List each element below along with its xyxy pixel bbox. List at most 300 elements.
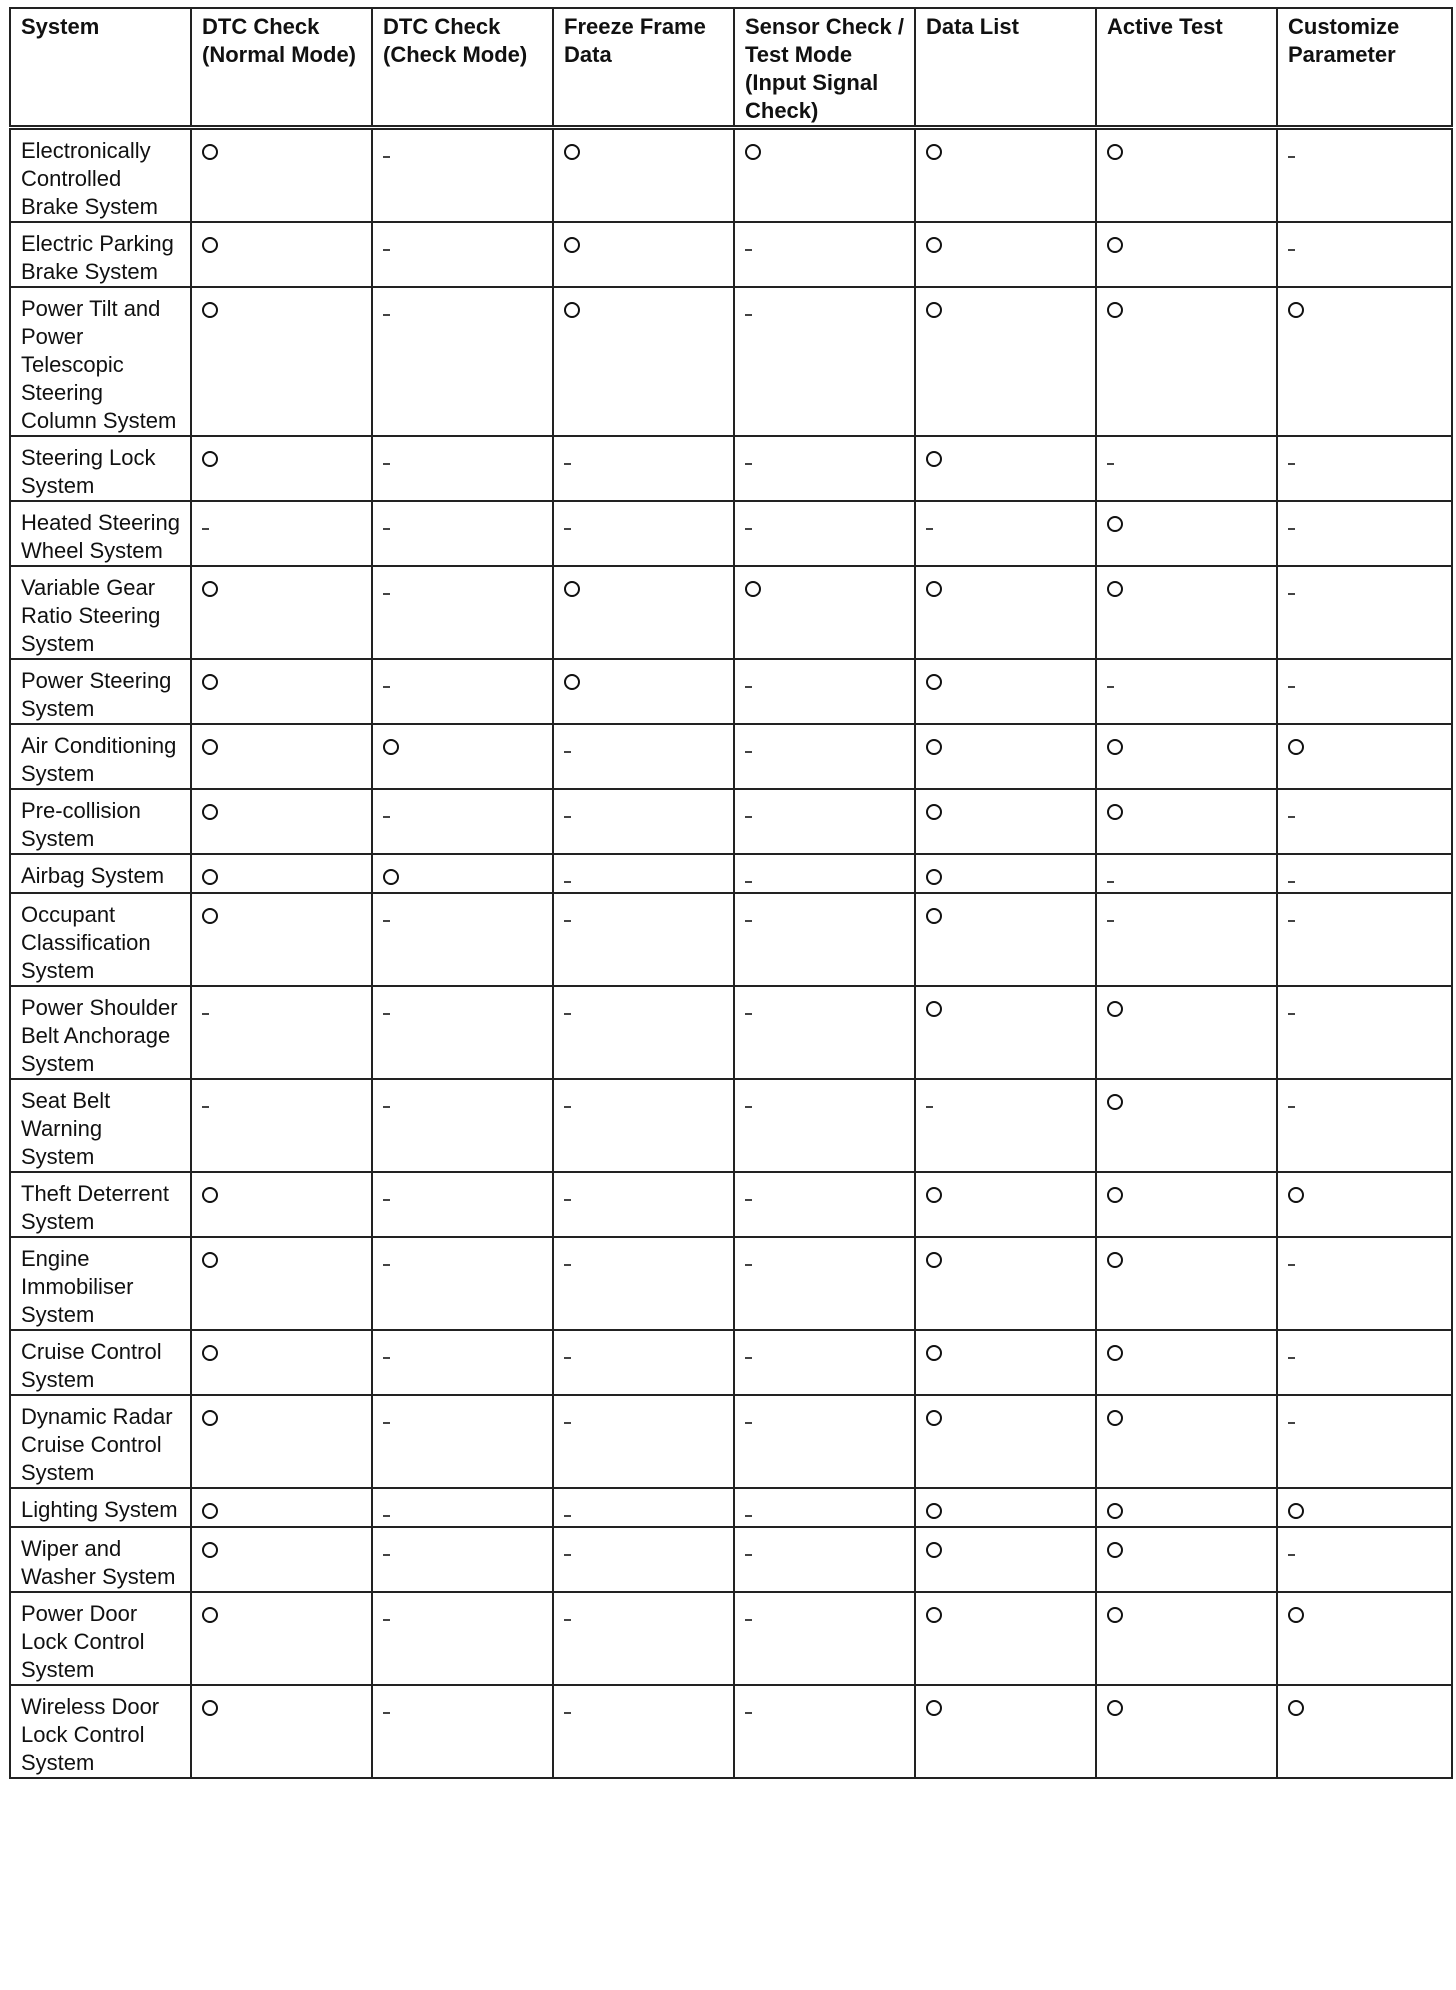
not-supported-dash-icon (1288, 1013, 1295, 1015)
function-cell (915, 659, 1096, 724)
not-supported-dash-icon (383, 920, 390, 922)
supported-circle-icon (1288, 1187, 1304, 1203)
supported-circle-icon (1107, 1503, 1123, 1519)
function-cell (553, 724, 734, 789)
function-cell (191, 789, 372, 854)
not-supported-dash-icon (564, 1357, 571, 1359)
not-supported-dash-icon (1288, 686, 1295, 688)
supported-circle-icon (202, 1607, 218, 1623)
system-name-cell: Wireless Door Lock Control System (10, 1685, 191, 1778)
function-cell (1277, 501, 1452, 566)
not-supported-dash-icon (926, 528, 933, 530)
function-cell (734, 1330, 915, 1395)
table-row (10, 659, 1452, 724)
function-cell (915, 1592, 1096, 1685)
function-cell (1096, 893, 1277, 986)
table-row (10, 436, 1452, 501)
column-header-1: DTC Check (Normal Mode) (191, 8, 372, 128)
not-supported-dash-icon (1288, 1422, 1295, 1424)
not-supported-dash-icon (745, 249, 752, 251)
function-cell (372, 222, 553, 287)
not-supported-dash-icon (745, 816, 752, 818)
function-cell (915, 724, 1096, 789)
function-cell (553, 1330, 734, 1395)
function-cell (372, 1395, 553, 1488)
function-cell (553, 893, 734, 986)
supported-circle-icon (564, 144, 580, 160)
function-cell (1096, 1172, 1277, 1237)
function-cell (1277, 566, 1452, 659)
not-supported-dash-icon (1288, 463, 1295, 465)
function-cell (1096, 986, 1277, 1079)
not-supported-dash-icon (564, 1013, 571, 1015)
table-row (10, 1527, 1452, 1592)
column-header-7: Customize Parameter (1277, 8, 1452, 128)
supported-circle-icon (926, 1410, 942, 1426)
function-cell (915, 1079, 1096, 1172)
not-supported-dash-icon (383, 249, 390, 251)
not-supported-dash-icon (383, 1554, 390, 1556)
supported-circle-icon (202, 908, 218, 924)
supported-circle-icon (202, 804, 218, 820)
function-cell (553, 1527, 734, 1592)
function-cell (1096, 659, 1277, 724)
supported-circle-icon (564, 302, 580, 318)
function-cell (553, 854, 734, 893)
system-name-cell: Pre-collision System (10, 789, 191, 854)
function-cell (372, 287, 553, 436)
function-cell (915, 566, 1096, 659)
table-row (10, 1172, 1452, 1237)
function-cell (1096, 724, 1277, 789)
function-cell (191, 222, 372, 287)
function-cell (734, 986, 915, 1079)
not-supported-dash-icon (745, 1199, 752, 1201)
function-cell (1096, 854, 1277, 893)
function-cell (734, 1488, 915, 1527)
function-cell (191, 1395, 372, 1488)
function-cell (372, 854, 553, 893)
function-cell (915, 501, 1096, 566)
function-cell (553, 222, 734, 287)
supported-circle-icon (1107, 1345, 1123, 1361)
not-supported-dash-icon (745, 1264, 752, 1266)
supported-circle-icon (926, 869, 942, 885)
supported-circle-icon (926, 739, 942, 755)
supported-circle-icon (202, 1542, 218, 1558)
supported-circle-icon (1107, 1252, 1123, 1268)
function-cell (1277, 1685, 1452, 1778)
function-cell (1096, 1079, 1277, 1172)
function-cell (915, 1527, 1096, 1592)
table-row (10, 287, 1452, 436)
supported-circle-icon (202, 1187, 218, 1203)
function-cell (915, 789, 1096, 854)
function-cell (734, 1592, 915, 1685)
function-cell (1277, 1330, 1452, 1395)
supported-circle-icon (1288, 739, 1304, 755)
function-cell (1096, 1488, 1277, 1527)
function-cell (915, 854, 1096, 893)
system-name-cell: Lighting System (10, 1488, 191, 1527)
supported-circle-icon (383, 739, 399, 755)
supported-circle-icon (1107, 1410, 1123, 1426)
supported-circle-icon (564, 674, 580, 690)
table-row (10, 986, 1452, 1079)
system-name-cell: Air Conditioning System (10, 724, 191, 789)
system-name-cell: Power Tilt and Power Telescopic Steering Column System (10, 287, 191, 436)
table-row (10, 854, 1452, 893)
function-cell (372, 436, 553, 501)
supported-circle-icon (1107, 302, 1123, 318)
table-row (10, 566, 1452, 659)
supported-circle-icon (926, 1252, 942, 1268)
system-name-cell: Power Door Lock Control System (10, 1592, 191, 1685)
not-supported-dash-icon (745, 1554, 752, 1556)
supported-circle-icon (926, 1700, 942, 1716)
function-cell (372, 128, 553, 223)
table-row (10, 1395, 1452, 1488)
function-cell (915, 128, 1096, 223)
function-cell (1096, 222, 1277, 287)
function-cell (734, 1237, 915, 1330)
supported-circle-icon (926, 144, 942, 160)
column-header-0: System (10, 8, 191, 128)
not-supported-dash-icon (926, 1106, 933, 1108)
not-supported-dash-icon (564, 816, 571, 818)
function-cell (191, 1527, 372, 1592)
not-supported-dash-icon (1288, 528, 1295, 530)
function-cell (372, 1237, 553, 1330)
function-cell (734, 222, 915, 287)
not-supported-dash-icon (383, 686, 390, 688)
function-cell (915, 1330, 1096, 1395)
function-cell (191, 724, 372, 789)
supported-circle-icon (1288, 302, 1304, 318)
not-supported-dash-icon (383, 463, 390, 465)
not-supported-dash-icon (745, 1422, 752, 1424)
function-cell (734, 659, 915, 724)
function-cell (1277, 789, 1452, 854)
function-cell (1277, 1592, 1452, 1685)
table-row (10, 1330, 1452, 1395)
not-supported-dash-icon (383, 1199, 390, 1201)
supported-circle-icon (202, 1345, 218, 1361)
function-cell (553, 566, 734, 659)
not-supported-dash-icon (1288, 1554, 1295, 1556)
function-cell (553, 436, 734, 501)
function-cell (372, 893, 553, 986)
not-supported-dash-icon (745, 314, 752, 316)
function-cell (915, 893, 1096, 986)
not-supported-dash-icon (1288, 816, 1295, 818)
function-cell (734, 287, 915, 436)
not-supported-dash-icon (564, 751, 571, 753)
not-supported-dash-icon (745, 1357, 752, 1359)
function-cell (1277, 1079, 1452, 1172)
not-supported-dash-icon (383, 1357, 390, 1359)
supported-circle-icon (202, 237, 218, 253)
table-row (10, 501, 1452, 566)
supported-circle-icon (926, 451, 942, 467)
function-cell (1277, 724, 1452, 789)
system-name-cell: Occupant Classification System (10, 893, 191, 986)
function-cell (734, 789, 915, 854)
function-cell (191, 1079, 372, 1172)
function-cell (915, 986, 1096, 1079)
function-cell (1277, 1395, 1452, 1488)
function-cell (915, 1395, 1096, 1488)
not-supported-dash-icon (1288, 156, 1295, 158)
function-cell (191, 501, 372, 566)
function-cell (191, 1172, 372, 1237)
not-supported-dash-icon (1288, 881, 1295, 883)
supported-circle-icon (926, 1345, 942, 1361)
not-supported-dash-icon (1288, 1106, 1295, 1108)
function-cell (915, 436, 1096, 501)
not-supported-dash-icon (1107, 881, 1114, 883)
not-supported-dash-icon (383, 1264, 390, 1266)
supported-circle-icon (926, 1503, 942, 1519)
not-supported-dash-icon (745, 1712, 752, 1714)
supported-circle-icon (745, 144, 761, 160)
function-cell (553, 1237, 734, 1330)
table-header-row (10, 8, 1452, 128)
function-cell (915, 1685, 1096, 1778)
supported-circle-icon (202, 674, 218, 690)
function-cell (191, 287, 372, 436)
not-supported-dash-icon (1107, 920, 1114, 922)
supported-circle-icon (926, 1607, 942, 1623)
function-cell (1096, 128, 1277, 223)
supported-circle-icon (1107, 237, 1123, 253)
table-row (10, 724, 1452, 789)
not-supported-dash-icon (1288, 593, 1295, 595)
function-cell (553, 1592, 734, 1685)
supported-circle-icon (926, 237, 942, 253)
function-cell (1277, 436, 1452, 501)
system-name-cell: Steering Lock System (10, 436, 191, 501)
function-cell (372, 659, 553, 724)
supported-circle-icon (926, 674, 942, 690)
not-supported-dash-icon (383, 528, 390, 530)
system-name-cell: Variable Gear Ratio Steering System (10, 566, 191, 659)
function-cell (915, 222, 1096, 287)
function-cell (372, 1685, 553, 1778)
function-cell (553, 789, 734, 854)
not-supported-dash-icon (745, 463, 752, 465)
not-supported-dash-icon (745, 881, 752, 883)
supported-circle-icon (926, 908, 942, 924)
not-supported-dash-icon (745, 528, 752, 530)
system-name-cell: Wiper and Washer System (10, 1527, 191, 1592)
function-cell (372, 724, 553, 789)
not-supported-dash-icon (383, 314, 390, 316)
supported-circle-icon (202, 1503, 218, 1519)
function-cell (1096, 1685, 1277, 1778)
supported-circle-icon (564, 237, 580, 253)
function-cell (1277, 893, 1452, 986)
function-cell (734, 128, 915, 223)
system-name-cell: Theft Deterrent System (10, 1172, 191, 1237)
function-cell (1096, 287, 1277, 436)
function-cell (1096, 1395, 1277, 1488)
function-cell (372, 1488, 553, 1527)
supported-circle-icon (926, 804, 942, 820)
column-header-5: Data List (915, 8, 1096, 128)
function-cell (372, 789, 553, 854)
table-row (10, 789, 1452, 854)
not-supported-dash-icon (564, 1712, 571, 1714)
supported-circle-icon (1107, 1001, 1123, 1017)
supported-circle-icon (1107, 1187, 1123, 1203)
function-cell (553, 1079, 734, 1172)
not-supported-dash-icon (383, 156, 390, 158)
not-supported-dash-icon (1288, 1264, 1295, 1266)
supported-circle-icon (383, 869, 399, 885)
function-cell (191, 854, 372, 893)
not-supported-dash-icon (564, 881, 571, 883)
function-cell (372, 986, 553, 1079)
function-cell (553, 986, 734, 1079)
function-cell (372, 1172, 553, 1237)
table-row (10, 1592, 1452, 1685)
function-cell (191, 1237, 372, 1330)
table-body (10, 128, 1452, 1779)
column-header-3: Freeze Frame Data (553, 8, 734, 128)
supported-circle-icon (202, 869, 218, 885)
not-supported-dash-icon (564, 1264, 571, 1266)
supported-circle-icon (202, 739, 218, 755)
system-name-cell: Airbag System (10, 854, 191, 893)
not-supported-dash-icon (745, 1013, 752, 1015)
function-cell (1096, 1330, 1277, 1395)
function-cell (372, 1592, 553, 1685)
supported-circle-icon (1107, 144, 1123, 160)
function-cell (553, 659, 734, 724)
supported-circle-icon (202, 451, 218, 467)
diagnostic-function-table (9, 7, 1453, 1779)
function-cell (1096, 1592, 1277, 1685)
function-cell (1277, 1527, 1452, 1592)
function-cell (553, 1488, 734, 1527)
function-cell (191, 1685, 372, 1778)
function-cell (915, 287, 1096, 436)
table-row (10, 1685, 1452, 1778)
function-cell (1096, 436, 1277, 501)
not-supported-dash-icon (564, 1422, 571, 1424)
table-row (10, 893, 1452, 986)
not-supported-dash-icon (564, 920, 571, 922)
function-cell (1277, 659, 1452, 724)
not-supported-dash-icon (202, 528, 209, 530)
function-cell (372, 1527, 553, 1592)
not-supported-dash-icon (383, 1712, 390, 1714)
supported-circle-icon (564, 581, 580, 597)
system-name-cell: Power Steering System (10, 659, 191, 724)
supported-circle-icon (1107, 1700, 1123, 1716)
function-cell (553, 1685, 734, 1778)
system-name-cell: Dynamic Radar Cruise Control System (10, 1395, 191, 1488)
not-supported-dash-icon (745, 1515, 752, 1517)
not-supported-dash-icon (383, 1422, 390, 1424)
column-header-2: DTC Check (Check Mode) (372, 8, 553, 128)
function-cell (191, 1592, 372, 1685)
supported-circle-icon (202, 581, 218, 597)
document-page (9, 7, 1451, 1779)
supported-circle-icon (926, 581, 942, 597)
function-cell (734, 566, 915, 659)
function-cell (734, 1685, 915, 1778)
supported-circle-icon (1107, 1094, 1123, 1110)
function-cell (1096, 1237, 1277, 1330)
function-cell (372, 566, 553, 659)
supported-circle-icon (202, 1252, 218, 1268)
function-cell (191, 1488, 372, 1527)
supported-circle-icon (202, 1410, 218, 1426)
system-name-cell: Heated Steering Wheel System (10, 501, 191, 566)
not-supported-dash-icon (1288, 1357, 1295, 1359)
supported-circle-icon (1107, 1542, 1123, 1558)
function-cell (191, 128, 372, 223)
supported-circle-icon (1107, 804, 1123, 820)
function-cell (734, 501, 915, 566)
not-supported-dash-icon (202, 1013, 209, 1015)
not-supported-dash-icon (383, 1619, 390, 1621)
function-cell (734, 436, 915, 501)
not-supported-dash-icon (745, 1106, 752, 1108)
not-supported-dash-icon (745, 686, 752, 688)
supported-circle-icon (202, 302, 218, 318)
function-cell (734, 854, 915, 893)
function-cell (191, 1330, 372, 1395)
function-cell (915, 1172, 1096, 1237)
function-cell (191, 893, 372, 986)
function-cell (1096, 566, 1277, 659)
supported-circle-icon (1288, 1700, 1304, 1716)
function-cell (734, 1395, 915, 1488)
table-row (10, 222, 1452, 287)
not-supported-dash-icon (564, 463, 571, 465)
function-cell (734, 1172, 915, 1237)
supported-circle-icon (926, 1001, 942, 1017)
not-supported-dash-icon (745, 1619, 752, 1621)
not-supported-dash-icon (383, 593, 390, 595)
function-cell (553, 501, 734, 566)
function-cell (1096, 501, 1277, 566)
function-cell (1277, 1237, 1452, 1330)
table-row (10, 1079, 1452, 1172)
supported-circle-icon (1107, 1607, 1123, 1623)
function-cell (553, 1395, 734, 1488)
function-cell (1096, 1527, 1277, 1592)
function-cell (734, 893, 915, 986)
function-cell (734, 1527, 915, 1592)
supported-circle-icon (1107, 581, 1123, 597)
supported-circle-icon (745, 581, 761, 597)
function-cell (553, 287, 734, 436)
function-cell (734, 1079, 915, 1172)
not-supported-dash-icon (745, 751, 752, 753)
supported-circle-icon (202, 1700, 218, 1716)
system-name-cell: Electronically Controlled Brake System (10, 128, 191, 223)
column-header-6: Active Test (1096, 8, 1277, 128)
not-supported-dash-icon (383, 816, 390, 818)
function-cell (372, 1330, 553, 1395)
not-supported-dash-icon (1288, 249, 1295, 251)
system-name-cell: Cruise Control System (10, 1330, 191, 1395)
not-supported-dash-icon (745, 920, 752, 922)
